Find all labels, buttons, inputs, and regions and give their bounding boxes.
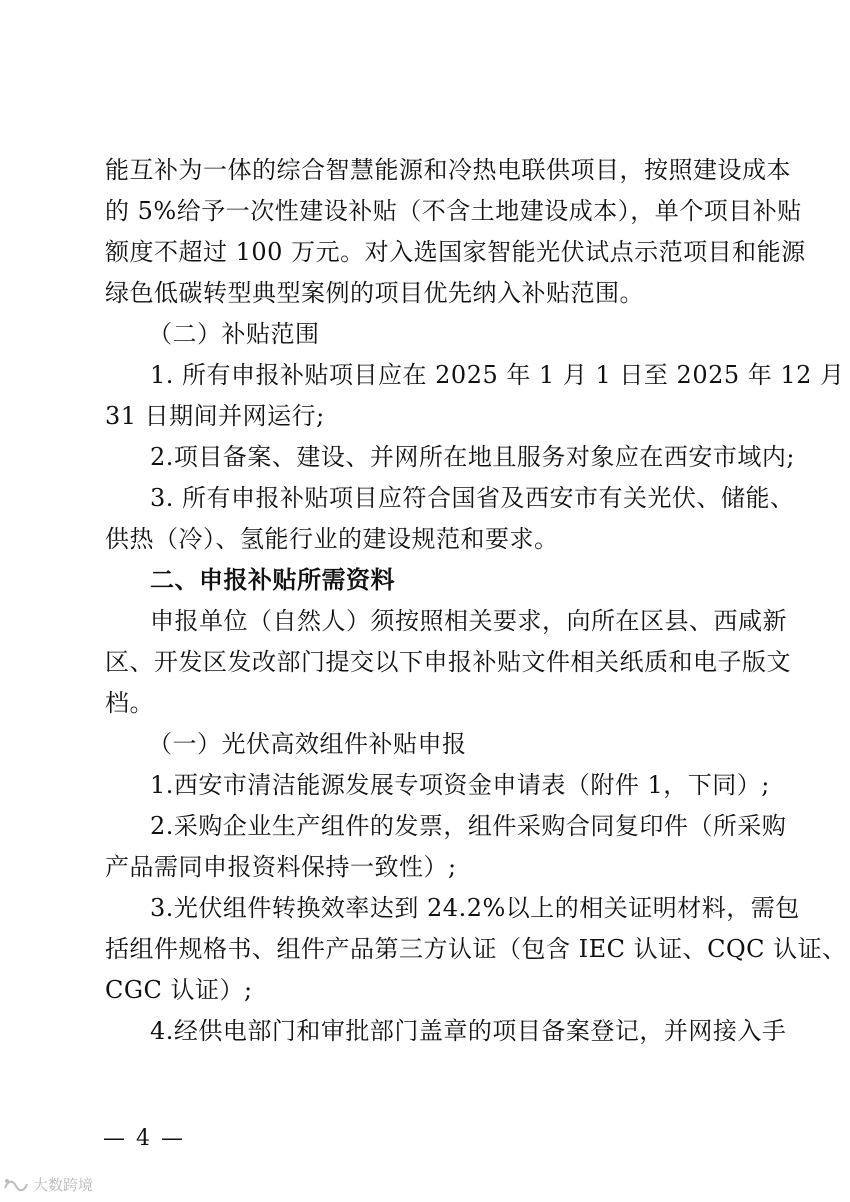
list-item: 2.项目备案、建设、并网所在地且服务对象应在西安市域内;: [150, 443, 795, 471]
list-item: 1. 所有申报补贴项目应在 2025 年 1 月 1 日至 2025 年 12 月: [150, 361, 845, 389]
section-subheading: （一）光伏高效组件补贴申报: [148, 730, 467, 758]
page-number: — 4 —: [103, 1126, 185, 1151]
list-item: 2.采购企业生产组件的发票，组件采购合同复印件（所采购: [150, 812, 787, 840]
list-item: 4.经供电部门和审批部门盖章的项目备案登记，并网接入手: [150, 1017, 787, 1045]
list-item: 3. 所有申报补贴项目应符合国省及西安市有关光伏、储能、: [150, 484, 795, 512]
watermark-logo-icon: [2, 1176, 30, 1194]
list-item: 1.西安市清洁能源发展专项资金申请表（附件 1，下同）;: [150, 771, 770, 799]
section-subheading: （二）补贴范围: [148, 320, 320, 348]
body-line: 供热（冷）、氢能行业的建设规范和要求。: [105, 525, 559, 553]
body-line: 绿色低碳转型典型案例的项目优先纳入补贴范围。: [105, 279, 644, 307]
body-line: CGC 认证）;: [105, 976, 253, 1004]
body-line: 申报单位（自然人）须按照相关要求，向所在区县、西咸新: [150, 607, 787, 635]
section-heading: 二、申报补贴所需资料: [150, 566, 395, 594]
body-line: 区、开发区发改部门提交以下申报补贴文件相关纸质和电子版文: [105, 648, 791, 676]
body-line: 的 5%给予一次性建设补贴（不含土地建设成本），单个项目补贴: [105, 197, 802, 225]
body-line: 31 日期间并网运行;: [105, 402, 325, 430]
body-line: 能互补为一体的综合智慧能源和冷热电联供项目，按照建设成本: [105, 156, 791, 184]
list-item: 3.光伏组件转换效率达到 24.2%以上的相关证明材料，需包: [150, 894, 800, 922]
watermark-text: 大数跨境: [33, 1176, 94, 1194]
body-line: 档。: [105, 689, 154, 717]
body-line: 额度不超过 100 万元。对入选国家智能光伏试点示范项目和能源: [105, 238, 806, 266]
body-line: 产品需同申报资料保持一致性）;: [105, 853, 457, 881]
body-line: 括组件规格书、组件产品第三方认证（包含 IEC 认证、CQC 认证、: [105, 935, 847, 963]
watermark: [2, 1176, 93, 1194]
